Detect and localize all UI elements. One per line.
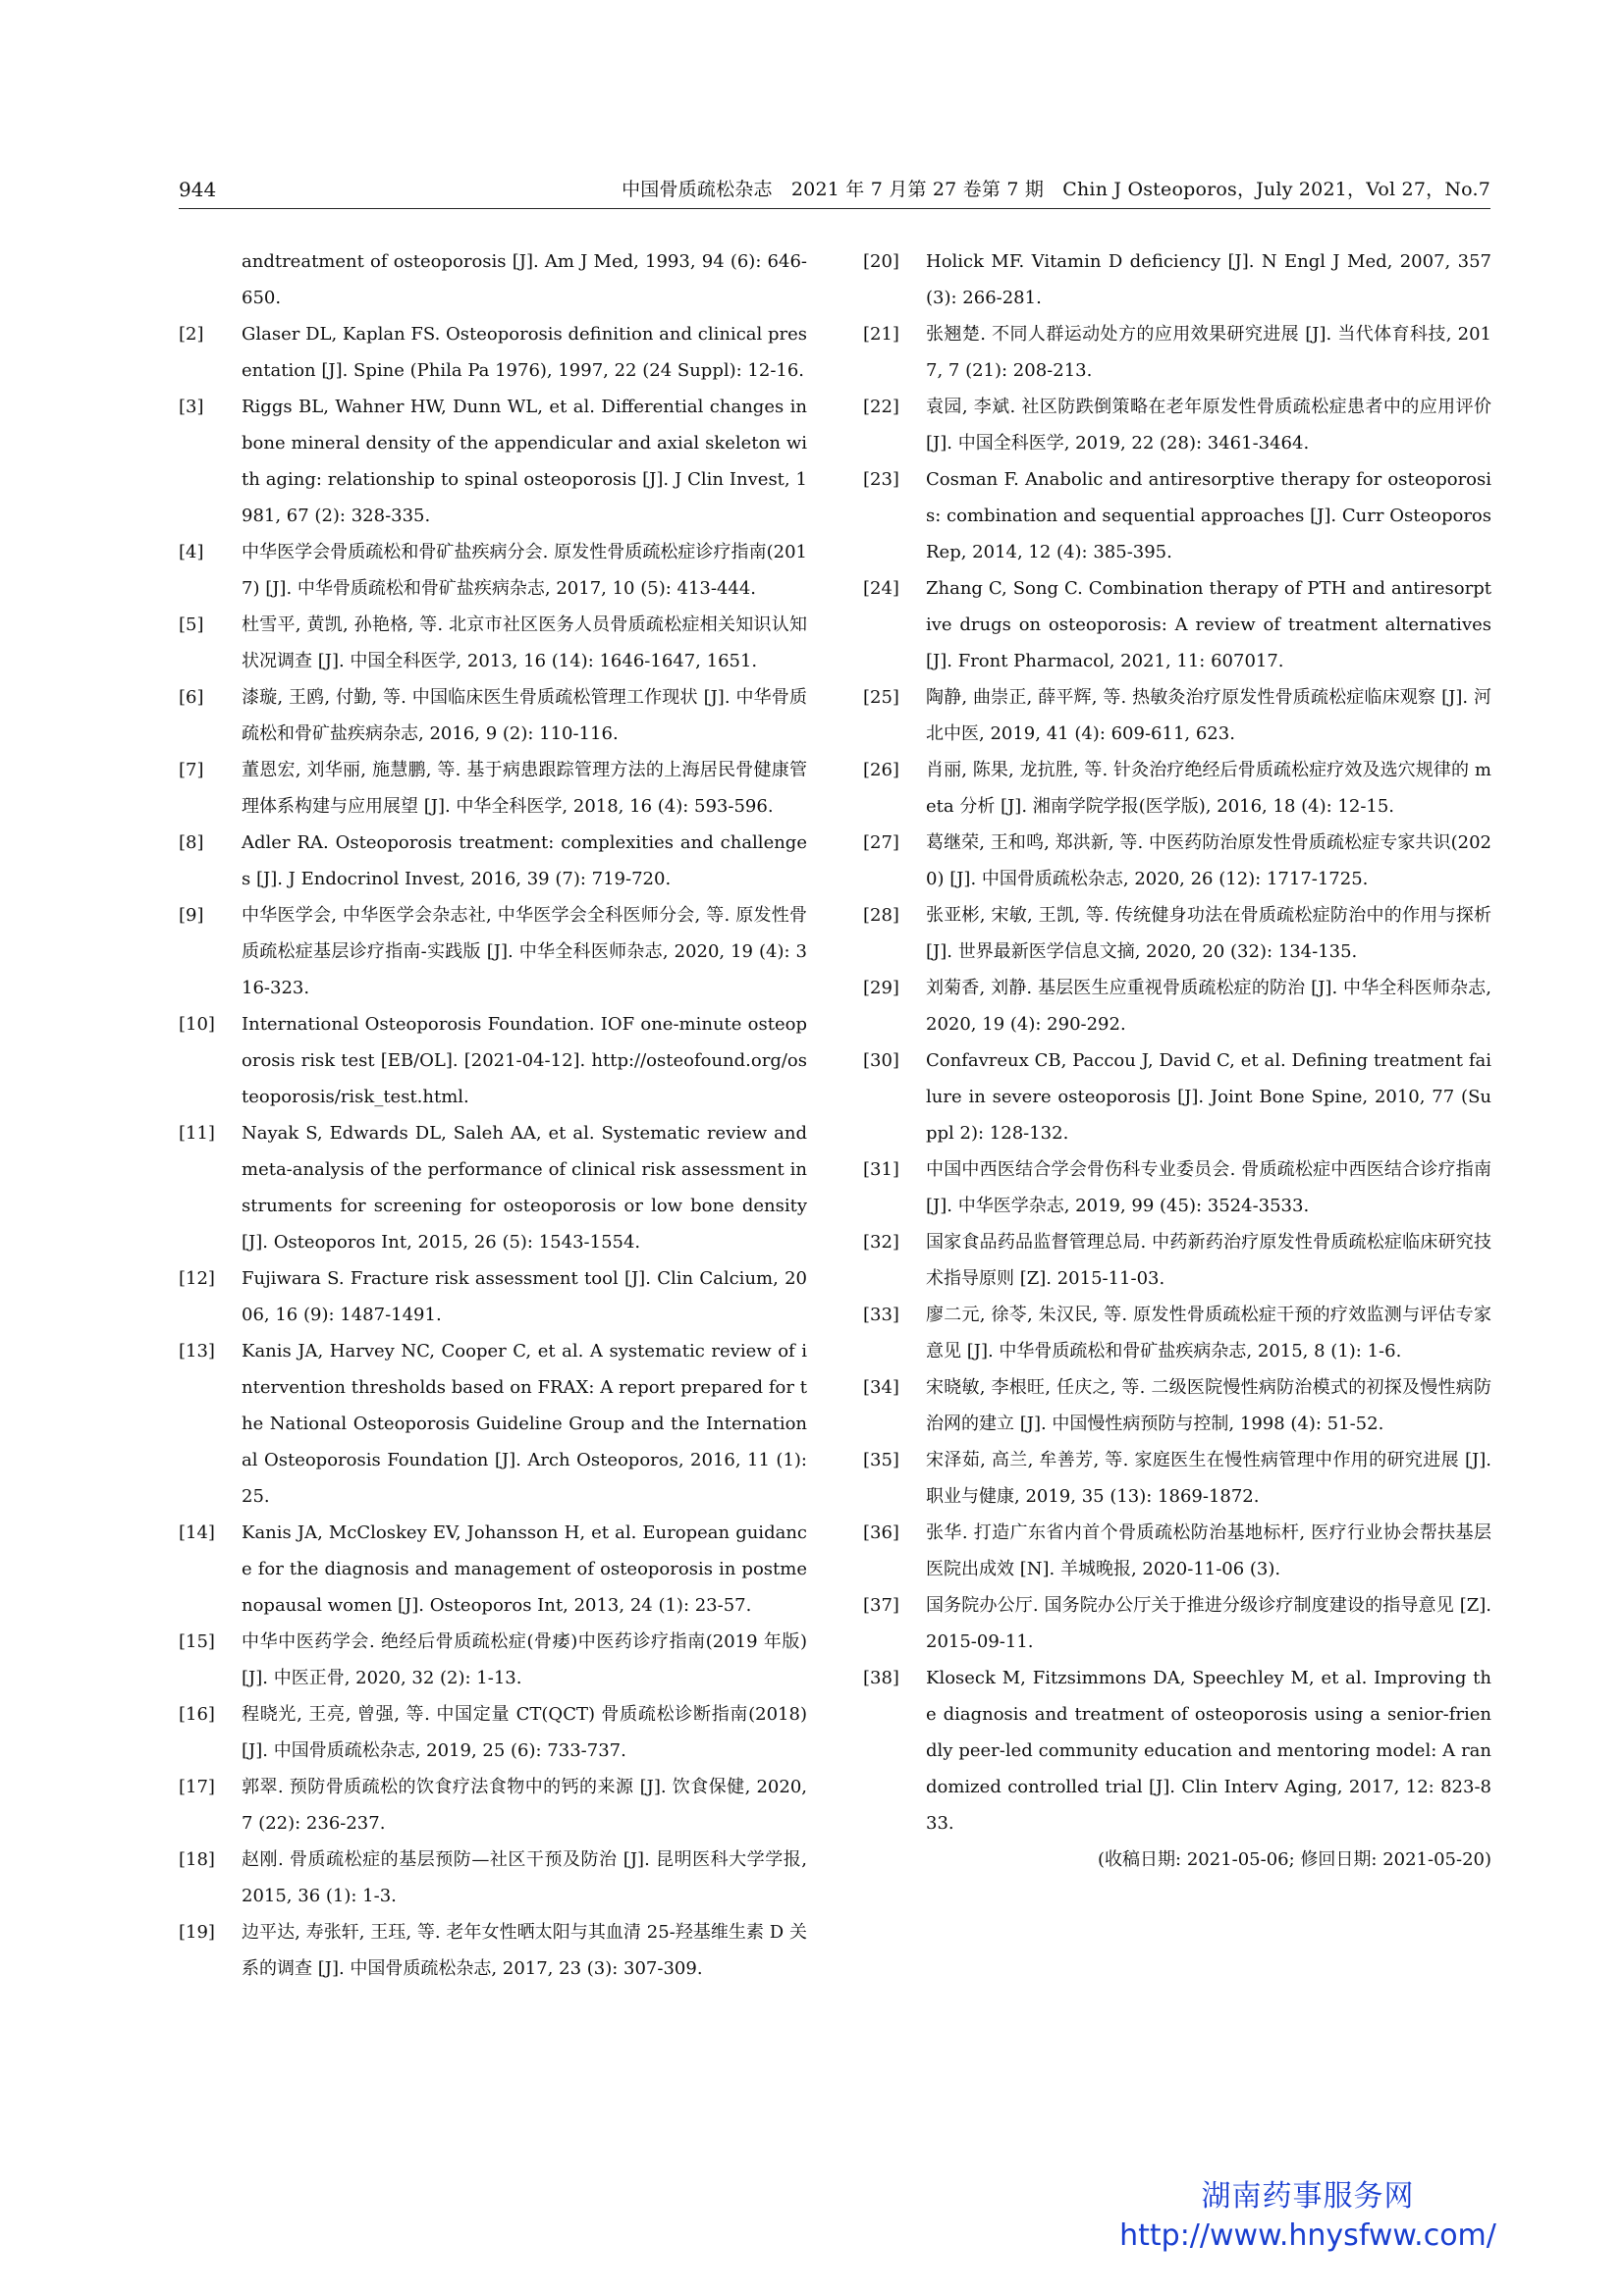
reference-text: andtreatment of osteoporosis [J]. Am J Med, 1993, 94 (6): 646-650. xyxy=(242,251,807,308)
reference-text: Kanis JA, Harvey NC, Cooper C, et al. A systematic review of intervention thresholds based on FRAX: A report prepared for the National Osteoporosis Guideline Group and the International Osteoporosis Foundation [J]. Arch Osteoporos, 2016, 11 (1): 25. xyxy=(242,1341,807,1507)
reference-item xyxy=(179,679,807,752)
reference-item xyxy=(179,1624,807,1696)
reference-text: International Osteoporosis Foundation. IOF one-minute osteoporosis risk test [EB/OL]. [2021-04-12]. http://osteofound.org/osteoporosis/risk_test.html. xyxy=(242,1014,807,1107)
reference-text: 张亚彬, 宋敏, 王凯, 等. 传统健身功法在骨质疏松症防治中的作用与探析 [J]. 世界最新医学信息文摘, 2020, 20 (32): 134-135. xyxy=(926,905,1491,962)
reference-item xyxy=(863,825,1491,897)
reference-number: [32] xyxy=(863,1232,899,1253)
reference-number: [17] xyxy=(179,1777,215,1797)
reference-number: [19] xyxy=(179,1922,215,1943)
received-date-note: (收稿日期: 2021-05-06; 修回日期: 2021-05-20) xyxy=(1098,1849,1491,1870)
reference-text: 袁园, 李斌. 社区防跌倒策略在老年原发性骨质疏松症患者中的应用评价 [J]. 中国全科医学, 2019, 22 (28): 3461-3464. xyxy=(926,397,1491,454)
reference-number: [4] xyxy=(179,542,204,562)
running-head: 中国骨质疏松杂志 2021 年 7 月第 27 卷第 7 期 Chin J Osteoporos，July 2021，Vol 27，No.7 xyxy=(622,179,1490,200)
reference-text: 漆璇, 王鸥, 付勤, 等. 中国临床医生骨质疏松管理工作现状 [J]. 中华骨质疏松和骨矿盐疾病杂志, 2016, 9 (2): 110-116. xyxy=(242,687,807,744)
reference-item xyxy=(179,825,807,897)
reference-text: 郭翠. 预防骨质疏松的饮食疗法食物中的钙的来源 [J]. 饮食保健, 2020, 7 (22): 236-237. xyxy=(242,1777,807,1834)
reference-number: [29] xyxy=(863,978,899,998)
reference-text: Zhang C, Song C. Combination therapy of PTH and antiresorptive drugs on osteoporosis: A review of treatment alternatives [J]. Front Pharmacol, 2021, 11: 607017. xyxy=(926,578,1491,671)
reference-text: 宋泽茹, 高兰, 牟善芳, 等. 家庭医生在慢性病管理中作用的研究进展 [J]. 职业与健康, 2019, 35 (13): 1869-1872. xyxy=(926,1450,1491,1507)
reference-text: 廖二元, 徐苓, 朱汉民, 等. 原发性骨质疏松症干预的疗效监测与评估专家意见 [J]. 中华骨质疏松和骨矿盐疾病杂志, 2015, 8 (1): 1-6. xyxy=(926,1305,1491,1362)
reference-text: 杜雪平, 黄凯, 孙艳格, 等. 北京市社区医务人员骨质疏松症相关知识认知状况调查 [J]. 中国全科医学, 2013, 16 (14): 1646-1647, 1651. xyxy=(242,614,807,671)
reference-text: Confavreux CB, Paccou J, David C, et al. Defining treatment failure in severe osteoporosis [J]. Joint Bone Spine, 2010, 77 (Suppl 2): 128-132. xyxy=(926,1050,1491,1144)
reference-number: [8] xyxy=(179,832,204,853)
reference-item xyxy=(863,679,1491,752)
reference-text: 肖丽, 陈果, 龙抗胜, 等. 针灸治疗绝经后骨质疏松症疗效及选穴规律的 meta 分析 [J]. 湘南学院学报(医学版), 2016, 18 (4): 12-15. xyxy=(926,760,1491,817)
reference-number: [9] xyxy=(179,905,204,926)
reference-number: [25] xyxy=(863,687,899,708)
reference-item xyxy=(179,243,807,316)
reference-text: 刘菊香, 刘静. 基层医生应重视骨质疏松症的防治 [J]. 中华全科医师杂志, 2020, 19 (4): 290-292. xyxy=(926,978,1491,1035)
reference-item xyxy=(179,897,807,1006)
reference-number: [35] xyxy=(863,1450,899,1470)
reference-item xyxy=(863,461,1491,570)
reference-item xyxy=(863,897,1491,970)
reference-item xyxy=(179,607,807,679)
reference-text: Nayak S, Edwards DL, Saleh AA, et al. Systematic review and meta-analysis of the performance of clinical risk assessment instruments for screening for osteoporosis or low bone density [J]. Osteoporos Int, 2015, 26 (5): 1543-1554. xyxy=(242,1123,807,1253)
reference-text: 中国中西医结合学会骨伤科专业委员会. 骨质疏松症中西医结合诊疗指南 [J]. 中华医学杂志, 2019, 99 (45): 3524-3533. xyxy=(926,1159,1491,1216)
reference-number: [23] xyxy=(863,469,899,490)
reference-text: 中华医学会骨质疏松和骨矿盐疾病分会. 原发性骨质疏松症诊疗指南(2017) [J]. 中华骨质疏松和骨矿盐疾病杂志, 2017, 10 (5): 413-444. xyxy=(242,542,807,599)
reference-item xyxy=(863,1660,1491,1842)
reference-item xyxy=(179,1333,807,1515)
reference-text: Riggs BL, Wahner HW, Dunn WL, et al. Differential changes in bone mineral density of the appendicular and axial skeleton with aging: relationship to spinal osteoporosis [J]. J Clin Invest, 1981, 67 (2): 328-335. xyxy=(242,397,807,526)
reference-number: [37] xyxy=(863,1595,899,1616)
reference-item xyxy=(179,534,807,607)
reference-number: [26] xyxy=(863,760,899,780)
reference-text: 董恩宏, 刘华丽, 施慧鹏, 等. 基于病患跟踪管理方法的上海居民骨健康管理体系构建与应用展望 [J]. 中华全科医学, 2018, 16 (4): 593-596. xyxy=(242,760,807,817)
reference-number: [20] xyxy=(863,251,899,272)
reference-item xyxy=(179,1115,807,1260)
reference-text: 陶静, 曲崇正, 薛平辉, 等. 热敏灸治疗原发性骨质疏松症临床观察 [J]. 河北中医, 2019, 41 (4): 609-611, 623. xyxy=(926,687,1491,744)
reference-text: Kloseck M, Fitzsimmons DA, Speechley M, et al. Improving the diagnosis and treatment of osteoporosis using a senior-friendly peer-led community education and mentoring model: A randomized controlled trial [J]. Clin Interv Aging, 2017, 12: 823-833. xyxy=(926,1668,1491,1834)
reference-item xyxy=(179,389,807,534)
reference-text: Glaser DL, Kaplan FS. Osteoporosis definition and clinical presentation [J]. Spine (Phila Pa 1976), 1997, 22 (24 Suppl): 12-16. xyxy=(242,324,807,381)
reference-item xyxy=(863,1224,1491,1297)
reference-item xyxy=(863,1369,1491,1442)
reference-item xyxy=(179,1842,807,1914)
reference-text: 国务院办公厅. 国务院办公厅关于推进分级诊疗制度建设的指导意见 [Z]. 2015-09-11. xyxy=(926,1595,1491,1652)
reference-text: 程晓光, 王亮, 曾强, 等. 中国定量 CT(QCT) 骨质疏松诊断指南(2018) [J]. 中国骨质疏松杂志, 2019, 25 (6): 733-737. xyxy=(242,1704,807,1761)
reference-number: [2] xyxy=(179,324,204,345)
watermark-url[interactable]: http://www.hnysfww.com/ xyxy=(1119,2218,1496,2253)
reference-number: [6] xyxy=(179,687,204,708)
reference-number: [33] xyxy=(863,1305,899,1325)
reference-number: [28] xyxy=(863,905,899,926)
reference-item xyxy=(179,1260,807,1333)
reference-number: [16] xyxy=(179,1704,215,1725)
reference-text: 中华中医药学会. 绝经后骨质疏松症(骨痿)中医药诊疗指南(2019 年版) [J]. 中医正骨, 2020, 32 (2): 1-13. xyxy=(242,1631,807,1688)
reference-number: [27] xyxy=(863,832,899,853)
reference-text: Holick MF. Vitamin D deficiency [J]. N Engl J Med, 2007, 357 (3): 266-281. xyxy=(926,251,1491,308)
reference-item xyxy=(863,752,1491,825)
page-number: 944 xyxy=(179,178,217,201)
reference-item xyxy=(863,1297,1491,1369)
reference-text: 国家食品药品监督管理总局. 中药新药治疗原发性骨质疏松症临床研究技术指导原则 [Z]. 2015-11-03. xyxy=(926,1232,1491,1289)
reference-number: [12] xyxy=(179,1268,215,1289)
reference-column-left xyxy=(179,243,807,1987)
reference-number: [18] xyxy=(179,1849,215,1870)
reference-number: [38] xyxy=(863,1668,899,1688)
reference-item xyxy=(863,1151,1491,1224)
reference-item xyxy=(863,970,1491,1042)
reference-number: [13] xyxy=(179,1341,215,1362)
reference-item xyxy=(863,1587,1491,1660)
reference-text: 张华. 打造广东省内首个骨质疏松防治基地标杆, 医疗行业协会帮扶基层医院出成效 [N]. 羊城晚报, 2020-11-06 (3). xyxy=(926,1522,1491,1579)
watermark-site-name: 湖南药事服务网 xyxy=(1201,2179,1415,2214)
reference-item xyxy=(863,1442,1491,1515)
reference-number: [36] xyxy=(863,1522,899,1543)
reference-item xyxy=(863,243,1491,316)
site-watermark xyxy=(1102,2177,1514,2256)
reference-number: [21] xyxy=(863,324,899,345)
reference-item xyxy=(179,1006,807,1115)
reference-text: Kanis JA, McCloskey EV, Johansson H, et al. European guidance for the diagnosis and management of osteoporosis in postmenopausal women [J]. Osteoporos Int, 2013, 24 (1): 23-57. xyxy=(242,1522,807,1616)
reference-item xyxy=(863,1042,1491,1151)
reference-item xyxy=(179,1515,807,1624)
reference-number: [7] xyxy=(179,760,204,780)
reference-text: 宋晓敏, 李根旺, 任庆之, 等. 二级医院慢性病防治模式的初探及慢性病防治网的建立 [J]. 中国慢性病预防与控制, 1998 (4): 51-52. xyxy=(926,1377,1491,1434)
reference-text: 赵刚. 骨质疏松症的基层预防—社区干预及防治 [J]. 昆明医科大学学报, 2015, 36 (1): 1-3. xyxy=(242,1849,807,1906)
reference-text: Adler RA. Osteoporosis treatment: complexities and challenges [J]. J Endocrinol Invest, 2016, 39 (7): 719-720. xyxy=(242,832,807,889)
reference-number: [31] xyxy=(863,1159,899,1180)
reference-text: 张翘楚. 不同人群运动处方的应用效果研究进展 [J]. 当代体育科技, 2017, 7 (21): 208-213. xyxy=(926,324,1491,381)
reference-item xyxy=(863,1515,1491,1587)
reference-column-right xyxy=(863,243,1491,1878)
reference-item xyxy=(179,1914,807,1987)
reference-item xyxy=(179,316,807,389)
reference-number: [14] xyxy=(179,1522,215,1543)
reference-number: [10] xyxy=(179,1014,215,1035)
reference-number: [3] xyxy=(179,397,204,417)
page-header xyxy=(179,175,1490,209)
reference-number: [30] xyxy=(863,1050,899,1071)
reference-number: [22] xyxy=(863,397,899,417)
reference-number: [24] xyxy=(863,578,899,599)
reference-item xyxy=(179,752,807,825)
reference-text: Fujiwara S. Fracture risk assessment tool [J]. Clin Calcium, 2006, 16 (9): 1487-1491. xyxy=(242,1268,807,1325)
reference-number: [15] xyxy=(179,1631,215,1652)
reference-item xyxy=(863,570,1491,679)
reference-text: 中华医学会, 中华医学会杂志社, 中华医学会全科医师分会, 等. 原发性骨质疏松症基层诊疗指南-实践版 [J]. 中华全科医师杂志, 2020, 19 (4): 316-323. xyxy=(242,905,807,998)
reference-item xyxy=(179,1696,807,1769)
reference-text: Cosman F. Anabolic and antiresorptive therapy for osteoporosis: combination and sequential approaches [J]. Curr Osteoporos Rep, 2014, 12 (4): 385-395. xyxy=(926,469,1491,562)
reference-number: [11] xyxy=(179,1123,215,1144)
reference-text: 葛继荣, 王和鸣, 郑洪新, 等. 中医药防治原发性骨质疏松症专家共识(2020) [J]. 中国骨质疏松杂志, 2020, 26 (12): 1717-1725. xyxy=(926,832,1491,889)
reference-item xyxy=(179,1769,807,1842)
reference-number: [5] xyxy=(179,614,204,635)
reference-text: 边平达, 寿张轩, 王珏, 等. 老年女性晒太阳与其血清 25-羟基维生素 D 关系的调查 [J]. 中国骨质疏松杂志, 2017, 23 (3): 307-309. xyxy=(242,1922,807,1979)
reference-item xyxy=(863,316,1491,389)
reference-item xyxy=(863,389,1491,461)
reference-number: [34] xyxy=(863,1377,899,1398)
